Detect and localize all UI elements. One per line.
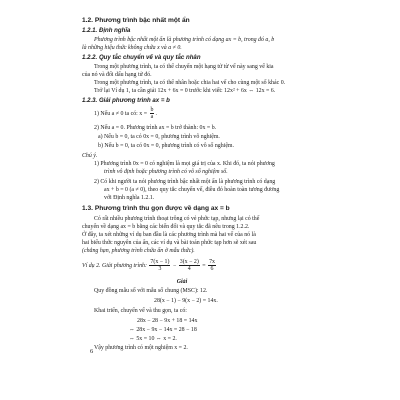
rule-line-3: Trong một phương trình, ta có thể nhân hoặc chia hai vế cho cùng một số khác 0. xyxy=(94,80,286,86)
case-1 xyxy=(94,107,157,120)
note-2-line-3: với Định nghĩa 1.2.1. xyxy=(104,195,155,201)
case-1-period: . xyxy=(155,110,157,117)
paragraph-line-2: chuyển về dạng ax = b bằng các biến đổi và quy tắc đã nêu trong 1.2.2. xyxy=(82,224,250,230)
subsection-title-1-2-1: 1.2.1. Định nghĩa xyxy=(82,27,131,34)
case-2a: a) Nếu b = 0, ta có 0x = 0, phương trình vô nghiệm. xyxy=(98,134,220,140)
fraction-1 xyxy=(149,259,170,272)
fraction-2 xyxy=(179,259,200,272)
example-2-label: Ví dụ 2. Giải phương trình: xyxy=(82,262,147,269)
note-title: Chú ý. xyxy=(82,153,98,159)
definition-line-2: là những hiệu thức không chứa x và a ≠ 0. xyxy=(82,45,182,51)
note-2-line-1: 2) Có khi người ta nói phương trình bậc nhất một ẩn là phương trình có dạng xyxy=(94,179,276,185)
paragraph-line-5: (chẳng hạn, phương trình chứa ẩn ở mẫu thức). xyxy=(82,248,195,254)
fraction-2-denominator: 4 xyxy=(187,266,191,272)
rule-line-4: Trở lại Ví dụ 1, ta cần giải 12x + 6x = 0 trước khi viết: 12x² + 6x ⇔ 12x = 6. xyxy=(94,88,276,94)
solution-line-1: Quy đồng mẫu số với mẫu số chung (MSC): 12. xyxy=(94,288,208,294)
subsection-title-1-2-2: 1.2.2. Quy tắc chuyển vế và quy tắc nhân xyxy=(82,54,201,61)
note-1-line-1: 1) Phương trình 0x = 0 có nghiệm là mọi giá trị của x. Khi đó, ta nói phương xyxy=(94,161,275,167)
fraction-3-denominator: 6 xyxy=(210,266,214,272)
paragraph-line-3: Ở đây, ta xét những ví dụ ban đầu là các phương trình mà hai vế của nó là xyxy=(82,232,256,238)
fraction-1-numerator: 7(x − 1) xyxy=(150,259,170,265)
minus-sign: − xyxy=(172,262,177,269)
subsection-title-1-2-3: 1.2.3. Giải phương trình ax = b xyxy=(82,97,170,104)
case-1-text: 1) Nếu a ≠ 0 ta có: x = xyxy=(94,110,148,117)
solution-line-2: 28(x − 1) − 9(x − 2) = 14x. xyxy=(154,298,218,304)
solution-line-5: ⇔ 28x − 9x − 14x = 28 − 18 xyxy=(129,327,197,333)
solution-line-7: Vậy phương trình có một nghiệm x = 2. xyxy=(94,345,188,351)
fraction-numerator: b xyxy=(150,107,154,113)
fraction-1-denominator: 3 xyxy=(158,266,162,272)
rule-line-1: Trong một phương trình, ta có thể chuyển một hạng tử từ vế này sang vế kia xyxy=(94,64,274,70)
note-1-line-2: trình vô định hoặc phương trình có vô số nghiệm số. xyxy=(104,169,228,175)
solution-title: Giải xyxy=(176,279,188,285)
section-title-1-2: 1.2. Phương trình bậc nhất một ẩn xyxy=(82,17,190,24)
fraction-denominator: a xyxy=(150,114,154,120)
example-2-equation xyxy=(82,259,217,272)
b-over-a-fraction xyxy=(150,107,155,120)
rule-line-2: của nó và đổi dấu hạng tử đó. xyxy=(82,72,152,78)
paragraph-line-1: Có rất nhiều phương trình thoạt trông có vẻ phức tạp, nhưng lại có thể xyxy=(94,216,260,222)
note-2-line-2: ax + b = 0 (a ≠ 0), theo quy tắc chuyển vế, điều đó hoàn toàn tương đương xyxy=(104,187,280,193)
equals-sign: = xyxy=(202,262,206,269)
fraction-2-numerator: 3(x − 2) xyxy=(179,259,199,265)
section-title-1-3: 1.3. Phương trình thu gọn được về dạng ax = b xyxy=(82,205,230,212)
case-2b: b) Nếu b = 0, ta có 0x = 0, phương trình có vô số nghiệm. xyxy=(98,143,234,149)
solution-line-3: Khai triển, chuyển vế và thu gọn, ta có: xyxy=(94,308,187,314)
solution-line-4: 28x − 28 − 9x + 18 = 14x xyxy=(137,318,198,324)
page-number: 6 xyxy=(90,348,94,355)
paragraph-line-4: hai biểu thức nguyên của ẩn, các ví dụ và bài toán phức tạp hơn sẽ xét sau xyxy=(82,240,257,246)
fraction-3-numerator: 7x xyxy=(209,259,215,265)
definition-line-1: Phương trình bậc nhất một ẩn là phương trình có dạng ax = b, trong đó a, b xyxy=(94,37,275,43)
textbook-page xyxy=(82,0,337,400)
fraction-3 xyxy=(208,259,216,272)
solution-line-6: ⇔ 5x = 10 ⇔ x = 2. xyxy=(129,336,177,342)
case-2: 2) Nếu a = 0. Phương trình ax = b trở thành: 0x = b. xyxy=(94,125,217,131)
